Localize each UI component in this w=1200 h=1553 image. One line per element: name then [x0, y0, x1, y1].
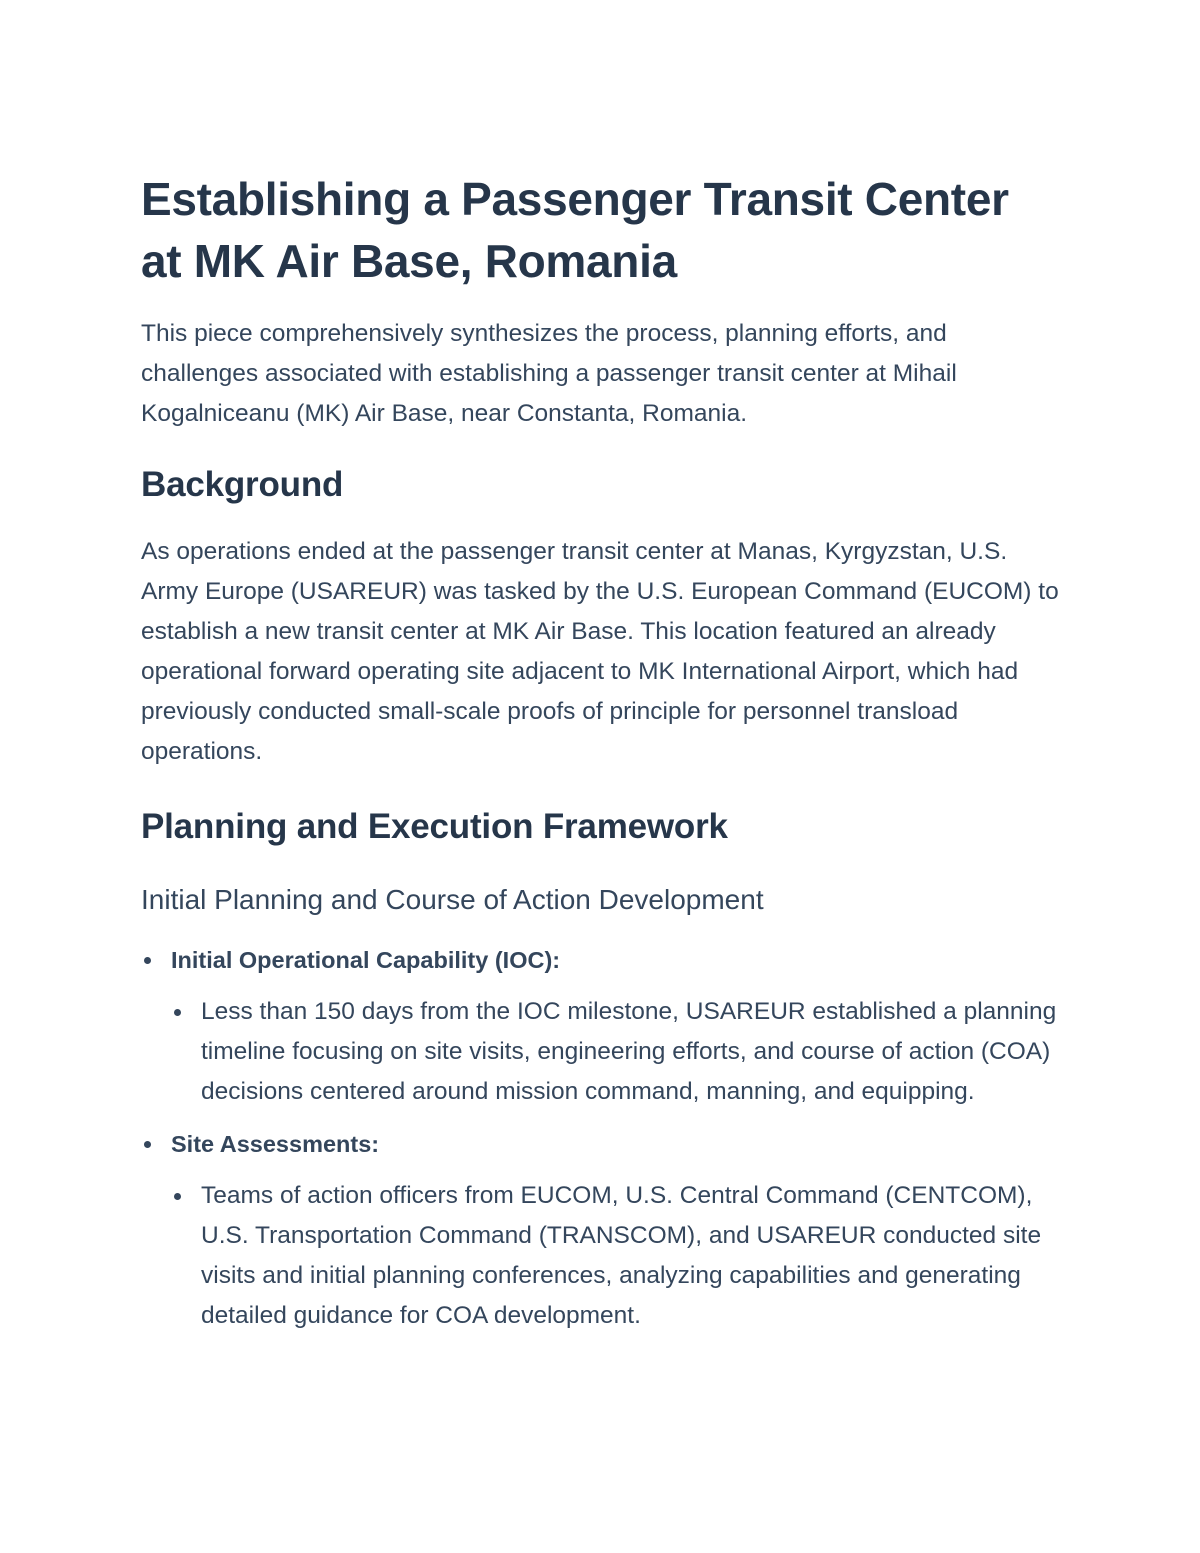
background-paragraph: As operations ended at the passenger transit center at Manas, Kyrgyzstan, U.S. Army Europe (USAREUR) was tasked by the U.S. European Command (EUCOM) to establish a new transit center at MK Air Base. This location featured an already operational forward operating site adjacent to MK International Airport, which had previously conducted small-scale proofs of principle for personnel transload operations. — [141, 538, 1059, 765]
list-item — [141, 940, 1061, 1112]
bullet-icon — [174, 1193, 181, 1200]
list-item — [141, 1124, 1061, 1336]
bullet-icon — [144, 1141, 151, 1148]
document-title: Establishing a Passenger Transit Center at MK Air Base, Romania — [141, 173, 1009, 287]
list-item-label: Site Assessments: — [171, 1131, 380, 1157]
intro-paragraph: This piece comprehensively synthesizes the process, planning efforts, and challenges associated with establishing a passenger transit center at Mihail Kogalniceanu (MK) Air Base, near Constanta, Romania. — [141, 320, 957, 427]
planning-heading: Planning and Execution Framework — [141, 807, 728, 846]
background-heading: Background — [141, 465, 344, 504]
planning-subheading: Initial Planning and Course of Action Development — [141, 884, 764, 915]
list-item-label: Initial Operational Capability (IOC): — [171, 947, 561, 973]
sub-list — [171, 1176, 1061, 1336]
document-page — [141, 168, 1061, 1336]
bullet-icon — [144, 957, 151, 964]
sub-list — [171, 992, 1061, 1112]
planning-list — [141, 940, 1061, 1336]
bullet-icon — [174, 1009, 181, 1016]
sub-list-item — [171, 1176, 1061, 1336]
sub-list-item-text: Teams of action officers from EUCOM, U.S. Central Command (CENTCOM), U.S. Transportation Command (TRANSCOM), and USAREUR conducted site visits and initial planning conferences, analyzing capabilities and generating detailed guidance for COA development. — [201, 1182, 1042, 1329]
sub-list-item — [171, 992, 1061, 1112]
sub-list-item-text: Less than 150 days from the IOC milestone, USAREUR established a planning timeline focusing on site visits, engineering efforts, and course of action (COA) decisions centered around mission command, manning, and equipping. — [201, 998, 1057, 1105]
